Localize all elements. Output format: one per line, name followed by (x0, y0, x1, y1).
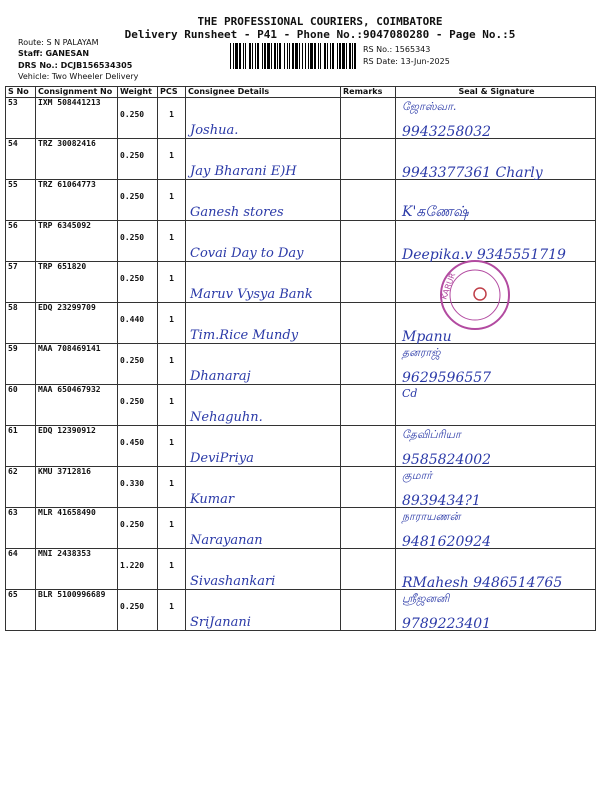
row-sno: 55 (8, 180, 18, 189)
row-consignee-handwriting: Kumar (190, 492, 235, 507)
row-consignee-handwriting: Covai Day to Day (190, 246, 304, 261)
row-weight: 0.250 (120, 151, 145, 160)
row-remarks (341, 262, 395, 302)
rs-no-label: RS No.: (363, 45, 393, 54)
staff-value: GANESAN (45, 49, 90, 58)
barcode-bar (249, 43, 251, 69)
row-signature-phone: RMahesh 9486514765 (402, 575, 563, 591)
row-pcs: 1 (169, 356, 174, 365)
barcode-image (230, 43, 358, 69)
row-weight: 0.440 (120, 315, 145, 324)
row-weight: 0.250 (120, 520, 145, 529)
vehicle-value: Two Wheeler Delivery (51, 72, 139, 81)
col-pcs: PCS (158, 87, 186, 98)
barcode-bar (243, 43, 244, 69)
table-row (6, 221, 596, 262)
row-sno: 64 (8, 549, 18, 558)
runsheet-table (5, 86, 596, 631)
barcode-bar (339, 43, 341, 69)
row-remarks (341, 221, 395, 261)
rs-no-value: 1565343 (394, 45, 431, 54)
row-weight: 0.250 (120, 233, 145, 242)
route-label: Route: (18, 38, 44, 47)
row-signature-top: தனராஜ் (402, 346, 441, 359)
row-signature-top: ஜோஸ்வா. (402, 100, 457, 113)
col-consignment: Consignment No (36, 87, 118, 98)
drs-label: DRS No.: (18, 61, 58, 70)
table-row (6, 426, 596, 467)
row-signature-phone: Mpanu (402, 329, 452, 345)
row-sno: 58 (8, 303, 18, 312)
row-remarks (341, 426, 395, 466)
row-weight: 0.250 (120, 356, 145, 365)
barcode-bar (352, 43, 353, 69)
row-consignment: TRP 6345092 (38, 221, 91, 230)
barcode-bar (327, 43, 328, 69)
row-pcs: 1 (169, 274, 174, 283)
row-signature-phone: 9943258032 (402, 124, 492, 140)
drs-value: DCJB156534305 (60, 61, 133, 70)
barcode-bar (257, 43, 259, 69)
row-remarks (341, 590, 395, 630)
barcode-bar (274, 43, 276, 69)
row-sno: 62 (8, 467, 18, 476)
row-signature-phone: 8939434?1 (402, 493, 481, 509)
row-signature-phone: K'கணேஷ் (402, 204, 469, 220)
route-value: S N PALAYAM (46, 38, 99, 47)
rs-date-value: 13-Jun-2025 (400, 57, 450, 66)
barcode-bar (287, 43, 288, 69)
row-pcs: 1 (169, 397, 174, 406)
barcode-bar (235, 43, 238, 69)
barcode-bar (308, 43, 309, 69)
table-row (6, 590, 596, 631)
row-sno: 56 (8, 221, 18, 230)
vehicle-line (18, 72, 138, 81)
table-row (6, 467, 596, 508)
barcode-bar (245, 43, 246, 69)
row-remarks (341, 385, 395, 425)
row-pcs: 1 (169, 110, 174, 119)
barcode-bar (255, 43, 256, 69)
row-pcs: 1 (169, 520, 174, 529)
staff-label: Staff: (18, 49, 43, 58)
row-consignment: MLR 41658490 (38, 508, 96, 517)
barcode-bar (349, 43, 351, 69)
row-consignee-handwriting: Jay Bharani E)H (190, 164, 297, 179)
row-signature-phone: 9585824002 (402, 452, 492, 468)
row-remarks (341, 508, 395, 548)
row-consignment: MAA 650467932 (38, 385, 101, 394)
row-signature-top: குமார் (402, 469, 433, 482)
barcode-bar (337, 43, 338, 69)
row-signature-phone: 9629596557 (402, 370, 492, 386)
row-pcs: 1 (169, 315, 174, 324)
row-consignee-handwriting: Joshua. (190, 123, 239, 138)
barcode-bar (332, 43, 334, 69)
row-remarks (341, 344, 395, 384)
barcode-bar (324, 43, 326, 69)
col-remarks: Remarks (341, 87, 396, 98)
row-weight: 0.250 (120, 397, 145, 406)
col-consignee: Consignee Details (186, 87, 341, 98)
row-sno: 63 (8, 508, 18, 517)
barcode-bar (314, 43, 316, 69)
row-consignment: TRP 651820 (38, 262, 87, 271)
table-row (6, 180, 596, 221)
row-remarks (341, 98, 395, 138)
row-consignee-handwriting: Maruv Vysya Bank (190, 287, 313, 302)
barcode-bar (295, 43, 298, 69)
barcode-bar (318, 43, 319, 69)
barcode-bar (239, 43, 241, 69)
row-signature-phone: Deepika.v 9345551719 (402, 247, 566, 263)
barcode-bar (279, 43, 281, 69)
row-consignment: IXM 508441213 (38, 98, 101, 107)
barcode-bar (277, 43, 278, 69)
row-remarks (341, 467, 395, 507)
row-sno: 61 (8, 426, 18, 435)
barcode-bar (284, 43, 285, 69)
company-title: THE PROFESSIONAL COURIERS, COIMBATORE (197, 15, 443, 28)
barcode-bar (292, 43, 294, 69)
row-remarks (341, 549, 395, 589)
table-row (6, 139, 596, 180)
row-consignment: MNI 2438353 (38, 549, 91, 558)
barcode-bar (230, 43, 231, 69)
row-pcs: 1 (169, 561, 174, 570)
row-weight: 0.250 (120, 110, 145, 119)
row-consignment: EDQ 12390912 (38, 426, 96, 435)
barcode-bar (262, 43, 263, 69)
col-sno: S No (6, 87, 36, 98)
row-consignee-handwriting: Dhanaraj (190, 369, 251, 384)
row-pcs: 1 (169, 438, 174, 447)
barcode-bar (342, 43, 345, 69)
runsheet-subtitle: Delivery Runsheet - P41 - Phone No.:9047080280 - Page No.:5 (124, 28, 516, 41)
row-consignee-handwriting: Ganesh stores (190, 205, 284, 220)
row-sno: 53 (8, 98, 18, 107)
barcode-bar (299, 43, 300, 69)
rs-date-line (363, 57, 450, 66)
row-weight: 0.250 (120, 274, 145, 283)
rs-date-label: RS Date: (363, 57, 398, 66)
table-row (6, 508, 596, 549)
table-row (6, 385, 596, 426)
row-weight: 0.450 (120, 438, 145, 447)
row-sno: 54 (8, 139, 18, 148)
barcode-bar (346, 43, 347, 69)
row-consignee-handwriting: DeviPriya (190, 451, 254, 466)
row-weight: 1.220 (120, 561, 145, 570)
row-pcs: 1 (169, 602, 174, 611)
vehicle-label: Vehicle: (18, 72, 50, 81)
row-weight: 0.250 (120, 602, 145, 611)
row-pcs: 1 (169, 151, 174, 160)
row-consignment: BLR 5100996689 (38, 590, 106, 599)
row-signature-phone: 9943377361 Charly (402, 165, 543, 181)
col-seal: Seal & Signature (396, 87, 596, 98)
barcode-bar (310, 43, 313, 69)
staff-line (18, 49, 89, 58)
row-consignee-handwriting: Sivashankari (190, 574, 276, 589)
row-consignee-handwriting: Nehaguhn. (190, 410, 263, 425)
table-row (6, 344, 596, 385)
row-pcs: 1 (169, 192, 174, 201)
row-sno: 59 (8, 344, 18, 353)
table-row (6, 549, 596, 590)
row-sno: 57 (8, 262, 18, 271)
rs-no-line (363, 45, 430, 54)
row-consignment: KMU 3712816 (38, 467, 91, 476)
barcode-bar (330, 43, 331, 69)
barcode-bar (289, 43, 290, 69)
row-signature-top: Cd (402, 387, 418, 400)
table-header-row (6, 87, 596, 98)
row-weight: 0.330 (120, 479, 145, 488)
row-consignee-handwriting: Narayanan (190, 533, 263, 548)
row-signature-top: தேவிப்ரியா (402, 428, 461, 441)
row-consignment: EDQ 23299709 (38, 303, 96, 312)
row-signature-top: நாராயணன் (402, 510, 461, 523)
barcode-bar (267, 43, 270, 69)
courier-stamp (438, 258, 512, 332)
row-sno: 60 (8, 385, 18, 394)
row-sno: 65 (8, 590, 18, 599)
row-consignment: TRZ 30082416 (38, 139, 96, 148)
barcode-bar (320, 43, 321, 69)
row-signature-top: ஸ்ரீஜனனி (402, 592, 450, 605)
table-row (6, 98, 596, 139)
row-remarks (341, 303, 395, 343)
col-weight: Weight (118, 87, 158, 98)
row-consignment: MAA 708469141 (38, 344, 101, 353)
row-pcs: 1 (169, 233, 174, 242)
row-remarks (341, 139, 395, 179)
barcode-bar (354, 43, 356, 69)
row-remarks (341, 180, 395, 220)
row-pcs: 1 (169, 479, 174, 488)
row-signature-phone: 9789223401 (402, 616, 492, 632)
row-consignee-handwriting: Tim.Rice Mundy (190, 328, 299, 343)
barcode-bar (264, 43, 266, 69)
row-consignee-handwriting: SriJanani (190, 615, 251, 630)
stamp-text: KARUR (439, 271, 458, 301)
row-weight: 0.250 (120, 192, 145, 201)
row-consignment: TRZ 61064773 (38, 180, 96, 189)
barcode-bar (302, 43, 303, 69)
row-signature-phone: 9481620924 (402, 534, 492, 550)
route-line (18, 38, 99, 47)
barcode-bar (252, 43, 253, 69)
barcode-bar (233, 43, 234, 69)
barcode-bar (271, 43, 272, 69)
drs-line (18, 61, 132, 70)
barcode-bar (305, 43, 306, 69)
